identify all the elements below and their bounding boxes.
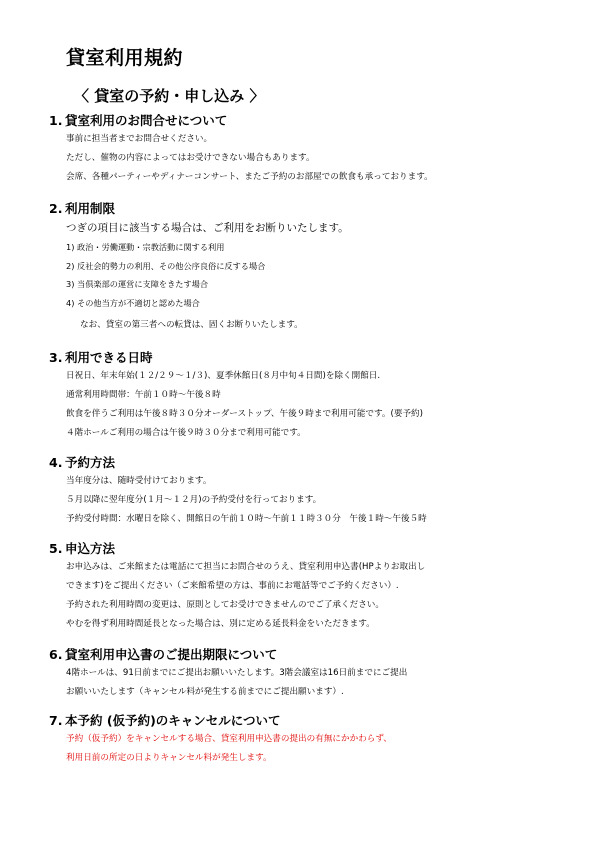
- section-cancellation: [49, 711, 549, 768]
- section-heading: 3. 利用できる日時: [49, 350, 153, 365]
- section-line: 事前に担当者までお問合せください。: [66, 134, 213, 144]
- section-line: ただし、催物の内容によってはお受けできない場合もあります。: [66, 153, 315, 163]
- section-heading: 5. 申込方法: [49, 541, 116, 556]
- restriction-item: 4) その他当方が不適切と認めた場合: [66, 297, 200, 308]
- section-submission-deadline: [49, 645, 549, 702]
- section-intro: つぎの項目に該当する場合は、ご利用をお断りいたします。: [66, 222, 349, 234]
- restriction-item: 2) 反社会的勢力の利用、その他公序良俗に反する場合: [66, 260, 266, 271]
- section-reservation-method: [49, 453, 549, 529]
- document-subtitle: 〈 貸室の予約・申し込み 〉: [74, 87, 265, 105]
- section-heading: 1. 貸室利用のお問合せについて: [49, 113, 228, 128]
- section-line: 通常利用時間帯：午前１０時～午後８時: [66, 390, 221, 400]
- document-title: 貸室利用規約: [66, 47, 184, 69]
- section-line: 4階ホールは、91日前までにご提出お願いいたします。3階会議室は16日前までにご提出: [66, 668, 408, 678]
- section-heading: 7. 本予約 (仮予約)のキャンセルについて: [49, 713, 281, 728]
- section-line: 当年度分は、随時受付けております。: [66, 476, 212, 486]
- restriction-item: 3) 当倶楽部の運営に支障をきたす場合: [66, 279, 209, 289]
- section-line: やむを得ず利用時間延長となった場合は、別に定める延長料金をいただきます。: [66, 619, 375, 629]
- section-line: ５月以降に翌年度分(１月～１２月)の予約受付を行っております。: [66, 495, 322, 505]
- cancellation-line: 利用日前の所定の日よりキャンセル料が発生します。: [66, 753, 272, 763]
- section-line: 予約された利用時間の変更は、原則としてお受けできませんのでご了承ください。: [66, 600, 384, 610]
- section-inquiry: [49, 111, 549, 187]
- section-line: お申込みは、ご来館または電話にて担当にお問合せのうえ、貸室利用申込書(HPよりお取出し: [66, 562, 426, 572]
- section-line: できます)をご提出ください（ご来館希望の方は、事前にお電話等でご予約ください）.: [66, 581, 399, 591]
- section-application-method: [49, 539, 549, 634]
- section-heading: 4. 予約方法: [49, 455, 116, 470]
- section-heading: 2. 利用制限: [49, 201, 116, 216]
- cancellation-line: 予約（仮予約）をキャンセルする場合、貸室利用申込書の提出の有無にかかわらず、: [66, 734, 392, 744]
- section-line: 飲食を伴うご利用は午後８時３０分オーダーストップ、午後９時まで利用可能です。(要予約): [66, 409, 423, 419]
- section-restrictions: [49, 199, 549, 335]
- section-line: ４階ホールご利用の場合は午後９時３０分まで利用可能です。: [66, 428, 306, 438]
- section-line: 会席、各種パーティーやディナーコンサート、またご予約のお部屋での飲食も承っております。: [66, 172, 433, 182]
- section-line: お願いいたします（キャンセル料が発生する前までにご提出願います）.: [66, 687, 344, 697]
- section-line: 予約受付時間：水曜日を除く、開館日の午前１０時～午前１１時３０分 午後１時～午後５時: [66, 514, 427, 524]
- section-heading: 6. 貸室利用申込書のご提出期限について: [49, 647, 278, 662]
- section-note: なお、貸室の第三者への転貸は、固くお断りいたします。: [80, 320, 303, 330]
- section-line: 日祝日、年末年始(１２/２９～１/３)、夏季休館日(８月中旬４日間)を除く開館日.: [66, 371, 381, 381]
- section-available-times: [49, 348, 549, 443]
- restriction-item: 1) 政治・労働運動・宗教活動に関する利用: [66, 242, 225, 252]
